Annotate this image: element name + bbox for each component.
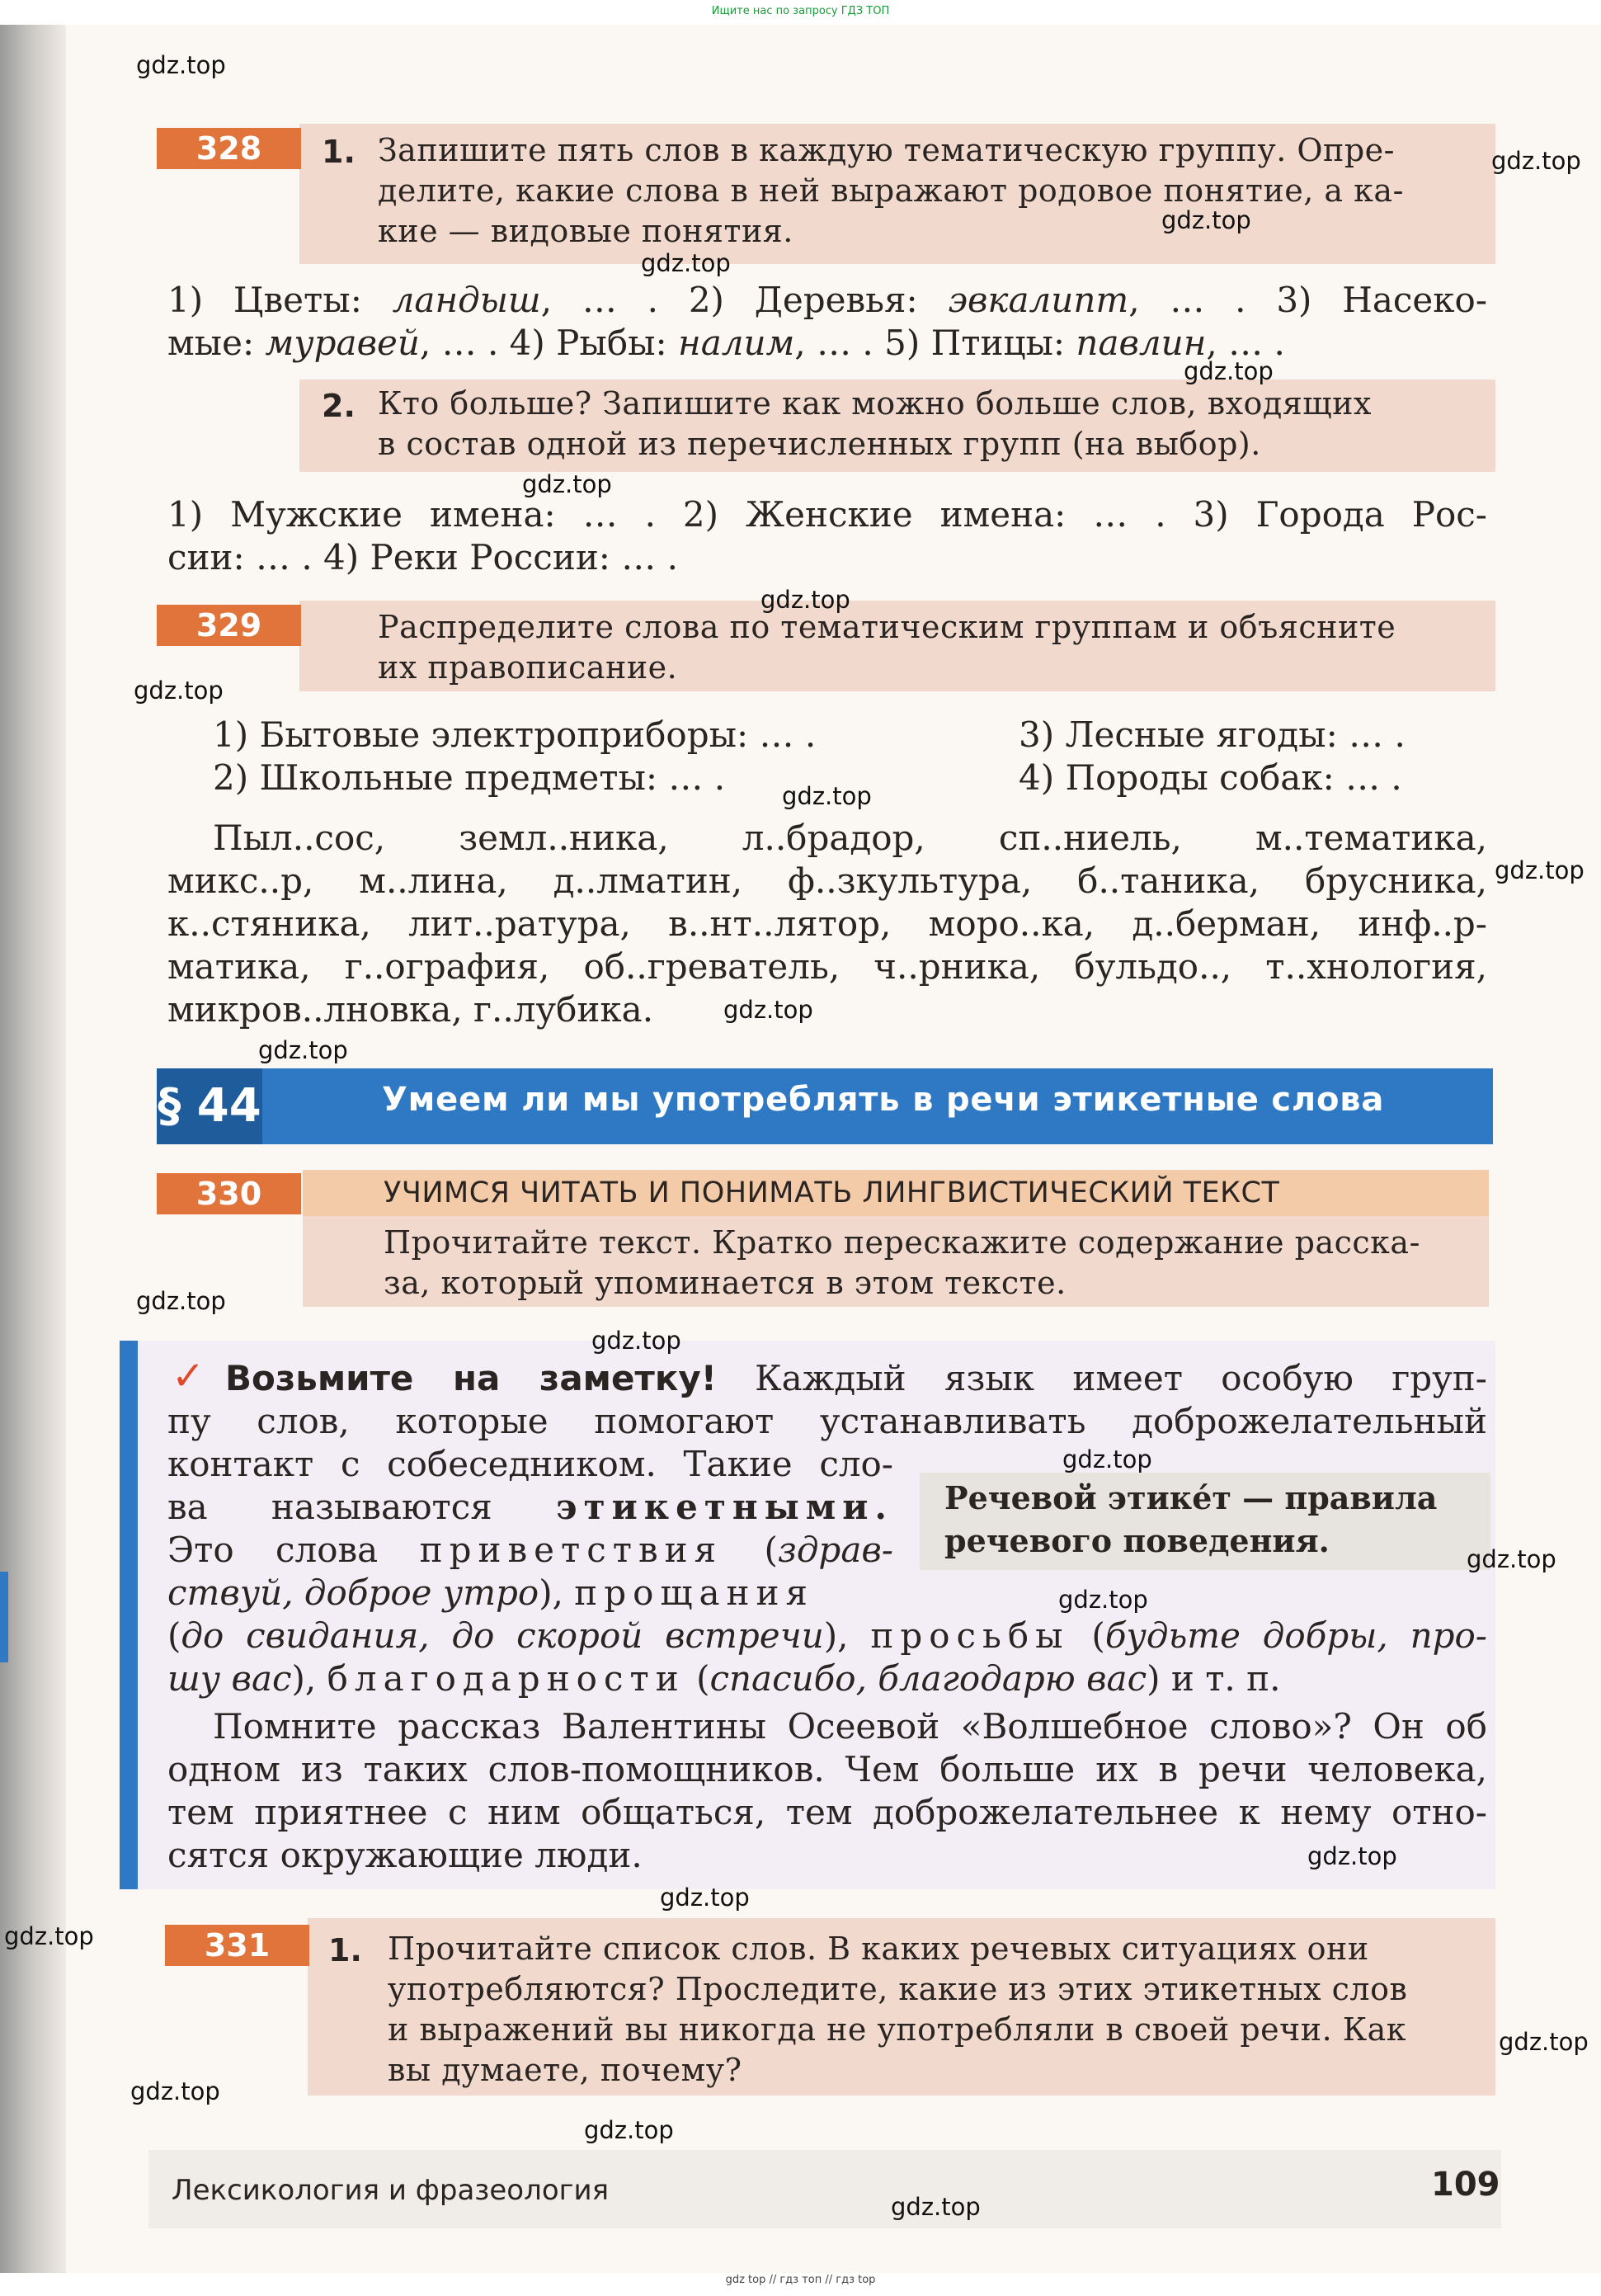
watermark: gdz.top xyxy=(660,1883,750,1912)
ex329-group-2: 2) Школьные предметы: … . xyxy=(213,757,726,798)
watermark: gdz.top xyxy=(136,1287,226,1315)
watermark: gdz.top xyxy=(136,51,226,79)
note-stripe xyxy=(120,1341,138,1889)
watermark: gdz.top xyxy=(641,249,731,277)
ex329-words: Пыл..сос, земл..ника, л..брадор, сп..ниель, м..тематика, микс..р, м..лина, д..лматин, ф..зкультура, б..таника, брусника, к..стяника, лит..ратура, в..нт..лятор, моро..ка, д..берман, инф..р- матика, г..ография, об..греватель, ч..рника, бульдо.., т..хнология, микров..лновка, г..лубика. xyxy=(167,818,1487,1030)
ex329-group-1: 1) Бытовые электроприборы: … . xyxy=(213,714,817,755)
watermark: gdz.top xyxy=(1495,856,1585,884)
watermark: gdz.top xyxy=(1058,1586,1148,1614)
watermark: gdz.top xyxy=(1467,1545,1556,1573)
watermark: gdz.top xyxy=(723,996,813,1024)
watermark: gdz.top xyxy=(584,2116,674,2144)
definition-text: Речевой этикéт — правила речевого поведения. xyxy=(944,1479,1438,1559)
ex328-task1-text: Запишите пять слов в каждую тематическую группу. Опре- делите, какие слова в ней выражают родовое понятие, а ка- кие — видовые понятия. xyxy=(378,132,1404,249)
ex328-task2-text: Кто больше? Запишите как можно больше слов, входящих в состав одной из перечисленных групп (на выбор). xyxy=(378,385,1372,462)
ex329-group-3: 3) Лесные ягоды: … . xyxy=(1019,714,1406,755)
section-number: § 44 xyxy=(157,1068,262,1144)
ex328-task2-num: 2. xyxy=(322,388,356,424)
ex330-subheading: УЧИМСЯ ЧИТАТЬ И ПОНИМАТЬ ЛИНГВИСТИЧЕСКИЙ ТЕКСТ xyxy=(384,1176,1280,1209)
watermark: gdz.top xyxy=(1499,2028,1589,2056)
ex331-task1-num: 1. xyxy=(328,1932,362,1968)
ex328-number: 328 xyxy=(157,128,301,169)
watermark: gdz.top xyxy=(1161,206,1251,234)
ex328-task1-num: 1. xyxy=(322,134,356,170)
ex330-task-text: Прочитайте текст. Кратко перескажите содержание расска- за, который упоминается в этом тексте. xyxy=(384,1224,1420,1301)
ex329-group-4: 4) Породы собак: … . xyxy=(1019,757,1402,798)
ex328-list1: 1) Цветы: ландыш, … . 2) Деревья: эвкалипт, … . 3) Насеко- мые: муравей, … . 4) Рыбы: налим, … . 5) Птицы: павлин, … . xyxy=(167,280,1488,363)
ex331-task1-text: Прочитайте список слов. В каких речевых ситуациях они употребляются? Проследите, какие из этих этикетных слов и выражений вы никогда не употребляли в своей речи. Как вы думаете, почему? xyxy=(388,1931,1408,2088)
spine-marker xyxy=(0,1572,8,1662)
watermark: gdz.top xyxy=(4,1922,94,1950)
footer-note: gdz top // гдз топ // гдз top xyxy=(725,2274,876,2286)
watermark: gdz.top xyxy=(134,677,224,705)
header-note: Ищите нас по запросу ГДЗ ТОП xyxy=(711,5,890,17)
watermark: gdz.top xyxy=(891,2193,981,2221)
ex329-number: 329 xyxy=(157,605,301,646)
note-text: Возьмите на заметку! Каждый язык имеет особую груп- пу слов, которые помогают устанавливать доброжелательный контакт с собеседником. Такие сло- ва называются этикетными. Это слова приветствия (здрав- ствуй, доброе утро), прощания (до свидания, до скорой встречи), просьбы (будьте добры, про- шу вас), благодарности (спасибо, благодарю вас) и т. п. Помните рассказ Валентины Осеевой «Волшебное слово»? Он об одном из таких слов-помощников. Чем больше их в речи человека, тем приятнее с ним общаться, тем доброжелательнее к нему отно- сятся окружающие люди. xyxy=(167,1358,1487,1875)
watermark: gdz.top xyxy=(258,1036,348,1064)
watermark: gdz.top xyxy=(760,586,850,614)
ex330-number: 330 xyxy=(157,1173,301,1214)
watermark: gdz.top xyxy=(522,470,612,498)
ex329-task-text: Распределите слова по тематическим группам и объясните их правописание. xyxy=(378,609,1396,686)
watermark: gdz.top xyxy=(1062,1445,1152,1473)
watermark: gdz.top xyxy=(1184,357,1274,385)
watermark: gdz.top xyxy=(591,1327,681,1355)
check-icon: ✓ xyxy=(172,1353,205,1399)
page-number: 109 xyxy=(1431,2166,1500,2204)
footer-section-name: Лексикология и фразеология xyxy=(172,2174,610,2207)
watermark: gdz.top xyxy=(1491,147,1581,175)
watermark: gdz.top xyxy=(130,2077,220,2105)
section-title: Умеем ли мы употреблять в речи этикетные слова xyxy=(382,1081,1385,1119)
ex328-list2: 1) Мужские имена: … . 2) Женские имена: … . 3) Города Рос- сии: … . 4) Реки России: … . xyxy=(167,494,1487,578)
watermark: gdz.top xyxy=(782,782,872,810)
ex331-number: 331 xyxy=(165,1925,309,1966)
watermark: gdz.top xyxy=(1307,1842,1397,1870)
